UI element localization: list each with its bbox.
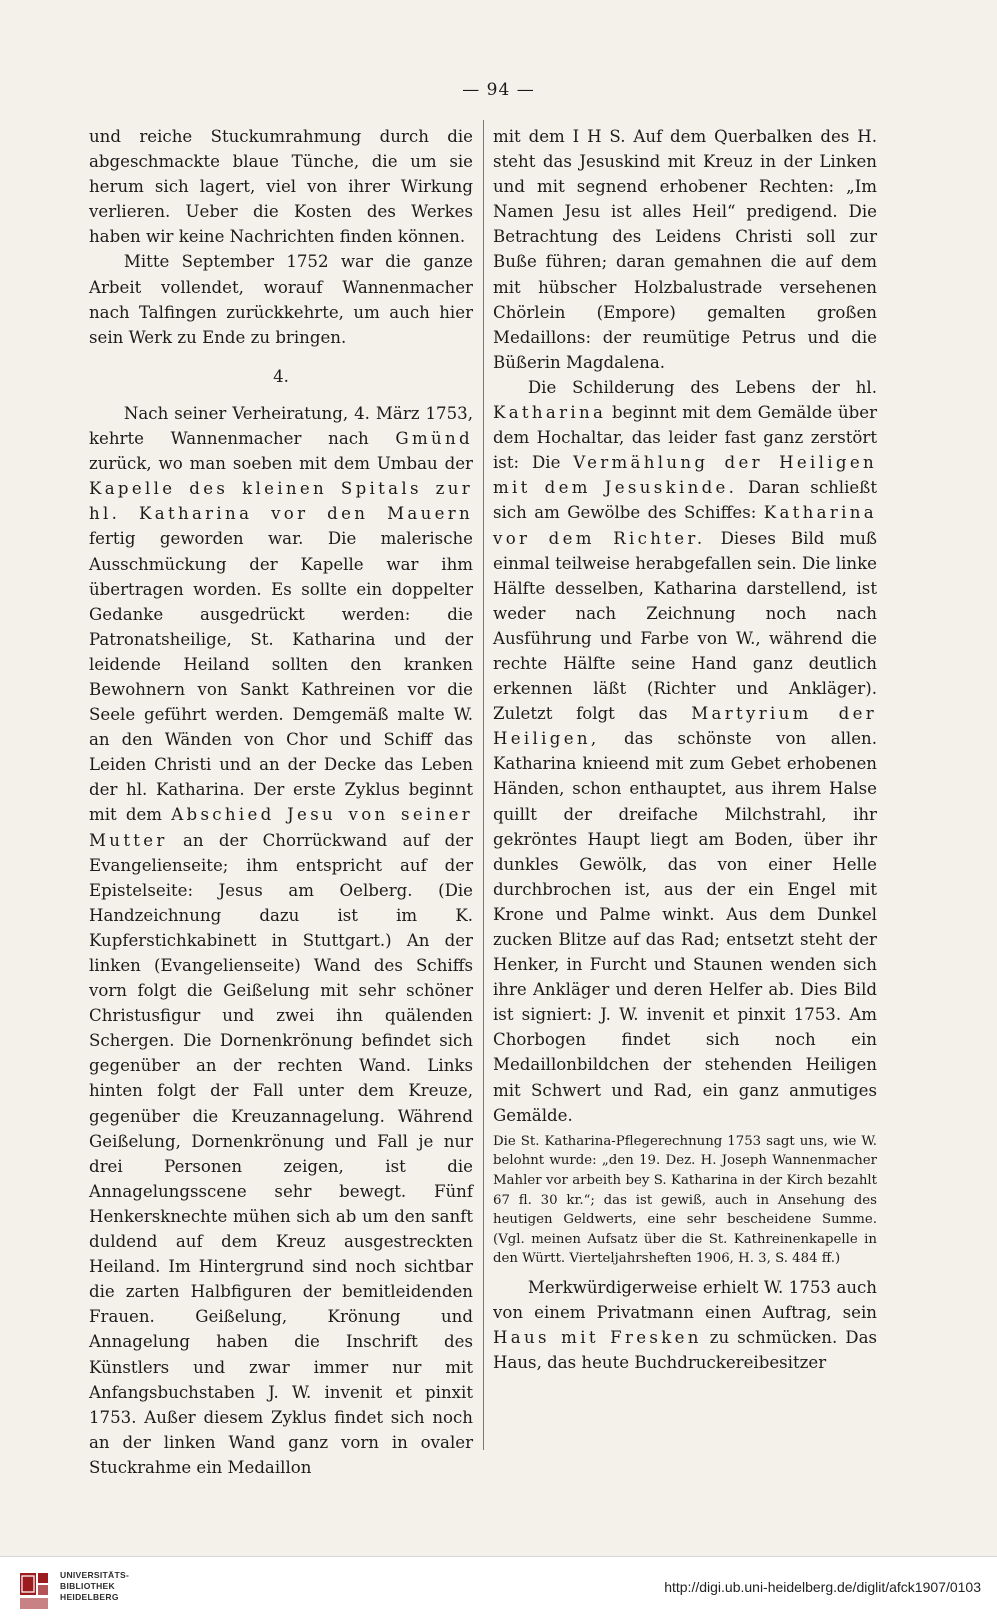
university-seal-icon — [16, 1571, 52, 1611]
text-run: das schönste von allen. Katharina knieend mit zum Gebet erhobenen Händen, schon enthauptet, aus ihrem Halse quillt der dreifache Milchstrahl, ihr gekröntes Haupt liegt am Boden, über ihr dunkles Gewölk, das von einer Helle durchbrochen ist, aus der ein Engel mit Krone und Palme winkt. Aus dem Dunkel zucken Blitze auf das Rad; entsetzt steht der Henker, in Furcht und Staunen wenden sich ihre Ankläger und deren Helfer ab. Dies Bild ist signiert: J. W. invenit et pinxit 1753. Am Chorbogen findet sich noch ein Medaillonbildchen der stehenden Heiligen mit Schwert und Rad, ein ganz anmutiges Gemälde. — [493, 729, 878, 1125]
spaced-text: Abschied Jesu von seiner Mutter — [89, 805, 473, 850]
permalink-url[interactable]: http://digi.ub.uni-heidelberg.de/diglit/afck1907/0103 — [664, 1579, 981, 1595]
right-column — [493, 124, 877, 1375]
page-number: — 94 — — [462, 80, 535, 100]
logo-line: UNIVERSITÄTS- — [60, 1570, 130, 1580]
left-column — [89, 124, 473, 1480]
text-run: Merkwürdigerweise erhielt W. 1753 auch von einem Privatmann einen Auftrag, sein — [493, 1277, 877, 1322]
spaced-text: Martyrium der Heiligen, — [493, 704, 877, 749]
spaced-text: Kapelle des kleinen Spitals zur hl. Katharina vor den Mauern — [89, 479, 473, 524]
spaced-text: Haus mit Fresken — [493, 1328, 702, 1348]
viewer-footer — [0, 1556, 997, 1622]
footnote: Die St. Katharina-Pflegerechnung 1753 sagt uns, wie W. belohnt wurde: „den 19. Dez. H. Joseph Wannenmacher Mahler vor arbeith bey S. Katharina in der Kirch bezahlt 67 fl. 30 kr.“; das ist gewiß, auch in Ansehung des heutigen Geldwerts, eine sehr bescheidene Summe. (Vgl. meinen Aufsatz über die St. Kathreinenkapelle in den Württ. Vierteljahrsheften 1906, H. 3, S. 484 ff.) — [493, 1133, 877, 1267]
paragraph — [493, 1275, 877, 1375]
library-logo[interactable] — [16, 1569, 166, 1614]
text-run: zurück, wo man soeben mit dem Umbau der — [89, 454, 473, 474]
logo-text — [60, 1570, 129, 1603]
spaced-text: Katharina — [493, 403, 607, 423]
paragraph — [89, 401, 473, 1480]
text-run: beginnt mit dem Gemälde über dem Hochaltar, das leider fast ganz zerstört ist: Die — [493, 403, 877, 473]
text-run: zu schmücken. Das Haus, das heute Buchdruckereibesitzer — [493, 1328, 877, 1373]
paragraph — [493, 375, 877, 1128]
spaced-text: Katharina vor dem Richter. — [493, 503, 877, 548]
logo-line: HEIDELBERG — [60, 1592, 119, 1602]
text-run: Nach seiner Verheiratung, 4. März 1753, kehrte Wannenmacher nach — [89, 403, 473, 449]
text-run: Die Schilderung des Lebens der hl. — [527, 377, 877, 397]
paragraph: mit dem I H S. Auf dem Querbalken des H. steht das Jesuskind mit Kreuz in der Linken und mit segnend erhobener Rechten: „Im Namen Jesu ist alles Heil“ predigend. Die Betrachtung des Leidens Christi soll zur Buße führen; daran gemahnen die auf dem mit hübscher Holzbalustrade versehenen Chörlein (Empore) gemalten großen Medaillons: der reumütige Petrus und die Büßerin Magdalena. — [493, 127, 877, 372]
paragraph: Mitte September 1752 war die ganze Arbeit vollendet, worauf Wannenmacher nach Talfingen zurückkehrte, um auch hier sein Werk zu Ende zu bringen. — [89, 252, 473, 347]
column-rule — [483, 120, 484, 1450]
paragraph: und reiche Stuckumrahmung durch die abgeschmackte blaue Tünche, die um sie herum sich lagert, viel von ihrer Wirkung verlieren. Ueber die Kosten des Werkes haben wir keine Nachrichten finden können. — [89, 127, 473, 247]
text-run: an der Chorrückwand auf der Evangelienseite; ihm entspricht auf der Epistelseite: Jesus am Oelberg. (Die Handzeichnung dazu ist im K. Kupferstichkabinett in Stuttgart.) An der linken (Evangelienseite) Wand des Schiffs vorn folgt die Geißelung mit sehr schöner Christusfigur und zwei ihn quälenden Schergen. Die Dornenkrönung befindet sich gegenüber an der rechten Wand. Links hinten folgt der Fall unter dem Kreuze, gegenüber die Kreuzannagelung. Während Geißelung, Dornenkrönung und Fall je nur drei Personen zeigen, ist die Annagelungsscene sehr bewegt. Fünf Henkersknechte mühen sich ab um den sanft duldend auf dem Kreuz ausgestreckten Heiland. Im Hintergrund sind noch sichtbar die zarten Halbfiguren der bemitleidenden Frauen. Geißelung, Krönung und Annagelung haben die Inschrift des Künstlers und zwar immer nur mit Anfangsbuchstaben J. W. invenit et pinxit 1753. Außer diesem Zyklus findet sich noch an der linken Wand ganz vorn in ovaler Stuckrahme ein Medaillon — [89, 830, 473, 1477]
logo-line: BIBLIOTHEK — [60, 1581, 115, 1591]
section-heading: 4. — [273, 366, 289, 386]
text-run: fertig geworden war. Die malerische Ausschmückung der Kapelle war ihm übertragen worden. Es sollte ein doppelter Gedanke ausgedrückt werden: die Patronatsheilige, St. Katharina und der leidende Heiland sollten den kranken Bewohnern von Sankt Kathreinen vor die Seele geführt werden. Demgemäß malte W. an den Wänden von Chor und Schiff das Leiden Christi und an der Decke das Leben der hl. Katharina. Der erste Zyklus beginnt mit dem — [89, 529, 473, 825]
text-run: Daran schließt sich am Gewölbe des Schiffes: — [493, 478, 877, 523]
spaced-text: Vermählung der Heiligen mit dem Jesuskinde. — [493, 453, 877, 498]
spaced-text: Gmünd — [395, 429, 473, 449]
text-run: Dieses Bild muß einmal teilweise herabgefallen sein. Die linke Hälfte desselben, Katharina darstellend, ist weder nach Zeichnung noch nach Ausführung und Farbe von W., während die rechte Hälfte seine Hand ganz deutlich erkennen läßt (Richter und Ankläger). Zuletzt folgt das — [493, 528, 877, 724]
